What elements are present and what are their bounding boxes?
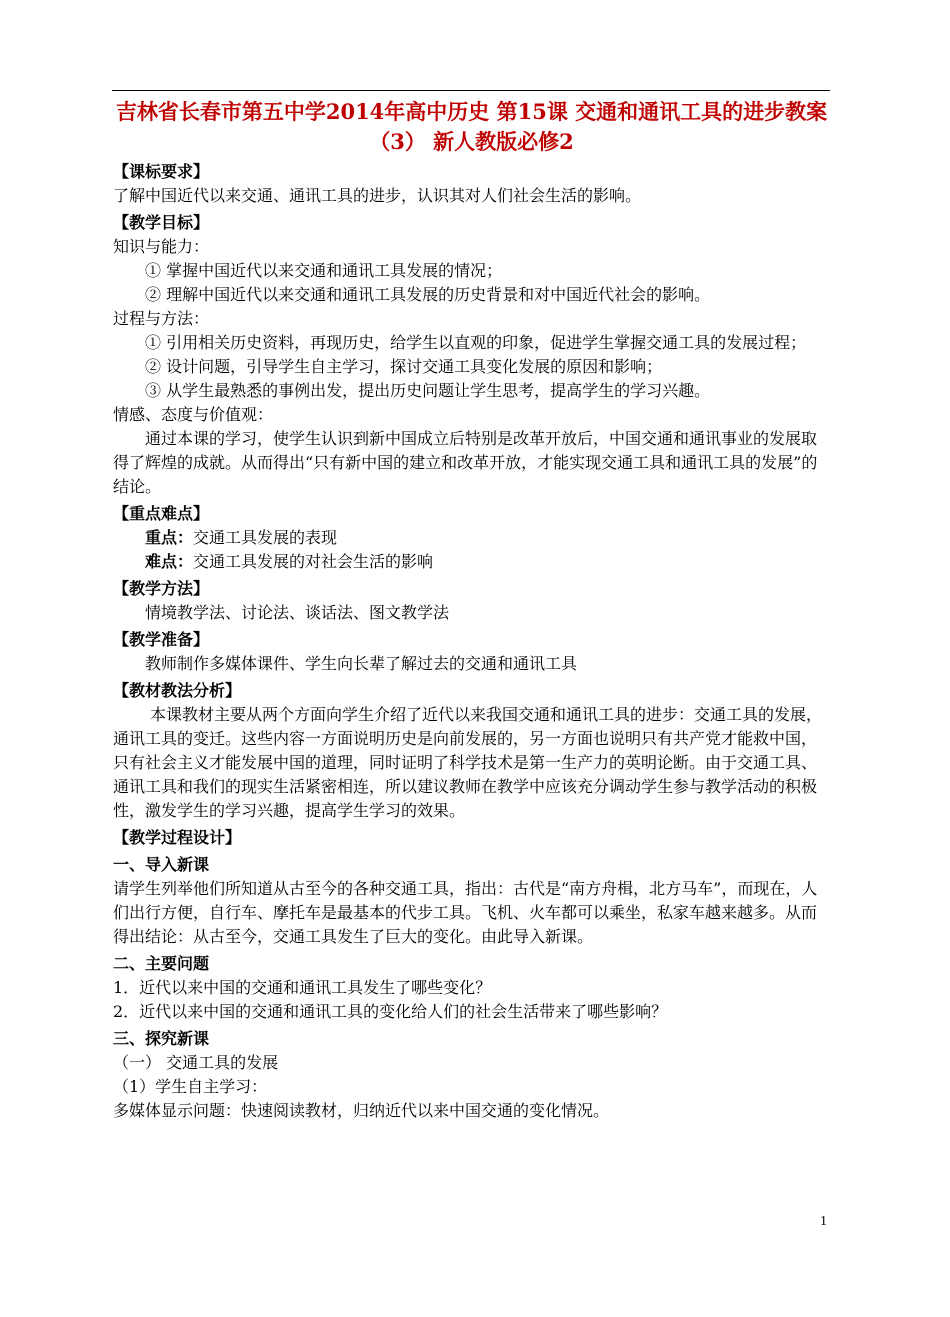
part-heading-questions: 二、主要问题	[113, 954, 210, 973]
part-heading-intro: 一、导入新课	[113, 855, 210, 874]
key-point-line	[113, 526, 830, 550]
section-heading-preparation: 【教学准备】	[113, 630, 210, 649]
subsection-text: 多媒体显示问题：快速阅读教材，归纳近代以来中国交通的变化情况。	[113, 1101, 610, 1120]
difficulty-text: 交通工具发展的对社会生活的影响	[193, 552, 434, 571]
knowledge-label: 知识与能力：	[113, 237, 210, 256]
page-number: 1	[820, 1214, 827, 1229]
document-title: 吉林省长春市第五中学2014年高中历史 第15课 交通和通讯工具的进步教案（3） 新人教版必修2	[115, 99, 828, 154]
analysis-text: 本课教材主要从两个方面向学生介绍了近代以来我国交通和通讯工具的进步：交通工具的发展，通讯工具的变迁。这些内容一方面说明历史是向前发展的，另一方面也说明只有共产党才能救中国，只有社会主义才能发展中国的道理，同时证明了科学技术是第一生产力的英明论断。由于交通工具、通讯工具和我们的现实生活紧密相连，所以建议教师在教学中应该充分调动学生参与教学活动的积极性，激发学生的学习兴趣，提高学生学习的效果。	[113, 705, 823, 820]
section-heading-methods: 【教学方法】	[113, 579, 210, 598]
process-item: ① 引用相关历史资料，再现历史，给学生以直观的印象，促进学生掌握交通工具的发展过程；	[145, 333, 807, 352]
intro-text: 请学生列举他们所知道从古至今的各种交通工具，指出：古代是“南方舟楫，北方马车”，而现在，人们出行方便，自行车、摩托车是最基本的代步工具。飞机、火车都可以乘坐，私家车越来越多。从而得出结论：从古至今，交通工具发生了巨大的变化。由此导入新课。	[113, 879, 818, 946]
knowledge-item: ① 掌握中国近代以来交通和通讯工具发展的情况；	[145, 261, 503, 280]
preparation-text: 教师制作多媒体课件、学生向长辈了解过去的交通和通讯工具	[145, 654, 578, 673]
curriculum-text: 了解中国近代以来交通、通讯工具的进步，认识其对人们社会生活的影响。	[113, 186, 642, 205]
section-heading-analysis: 【教材教法分析】	[113, 681, 242, 700]
key-point-text: 交通工具发展的表现	[193, 528, 338, 547]
emotion-label: 情感、态度与价值观：	[113, 405, 274, 424]
question-item: 2．近代以来中国的交通和通讯工具的变化给人们的社会生活带来了哪些影响？	[113, 1002, 668, 1021]
key-point-label: 重点：	[145, 528, 194, 547]
section-heading-objectives: 【教学目标】	[113, 213, 210, 232]
section-heading-process: 【教学过程设计】	[113, 828, 242, 847]
section-heading-key-points: 【重点难点】	[113, 504, 210, 523]
document-body	[113, 97, 830, 1123]
part-heading-explore: 三、探究新课	[113, 1029, 210, 1048]
process-item: ③ 从学生最熟悉的事例出发，提出历史问题让学生思考，提高学生的学习兴趣。	[145, 381, 711, 400]
methods-text: 情境教学法、讨论法、谈话法、图文教学法	[145, 603, 450, 622]
section-heading-curriculum: 【课标要求】	[113, 162, 210, 181]
header-rule	[112, 90, 830, 91]
subsection-step: （1）学生自主学习：	[113, 1077, 268, 1096]
subsection-title: （一） 交通工具的发展	[113, 1053, 279, 1072]
difficulty-label: 难点：	[145, 552, 194, 571]
question-item: 1．近代以来中国的交通和通讯工具发生了哪些变化？	[113, 978, 492, 997]
emotion-text: 通过本课的学习，使学生认识到新中国成立后特别是改革开放后，中国交通和通讯事业的发展取得了辉煌的成就。从而得出“只有新中国的建立和改革开放，才能实现交通工具和通讯工具的发展”的结论。	[113, 429, 818, 496]
process-label: 过程与方法：	[113, 309, 210, 328]
knowledge-item: ② 理解中国近代以来交通和通讯工具发展的历史背景和对中国近代社会的影响。	[145, 285, 711, 304]
difficulty-line	[113, 550, 830, 574]
process-item: ② 设计问题，引导学生自主学习，探讨交通工具变化发展的原因和影响；	[145, 357, 663, 376]
